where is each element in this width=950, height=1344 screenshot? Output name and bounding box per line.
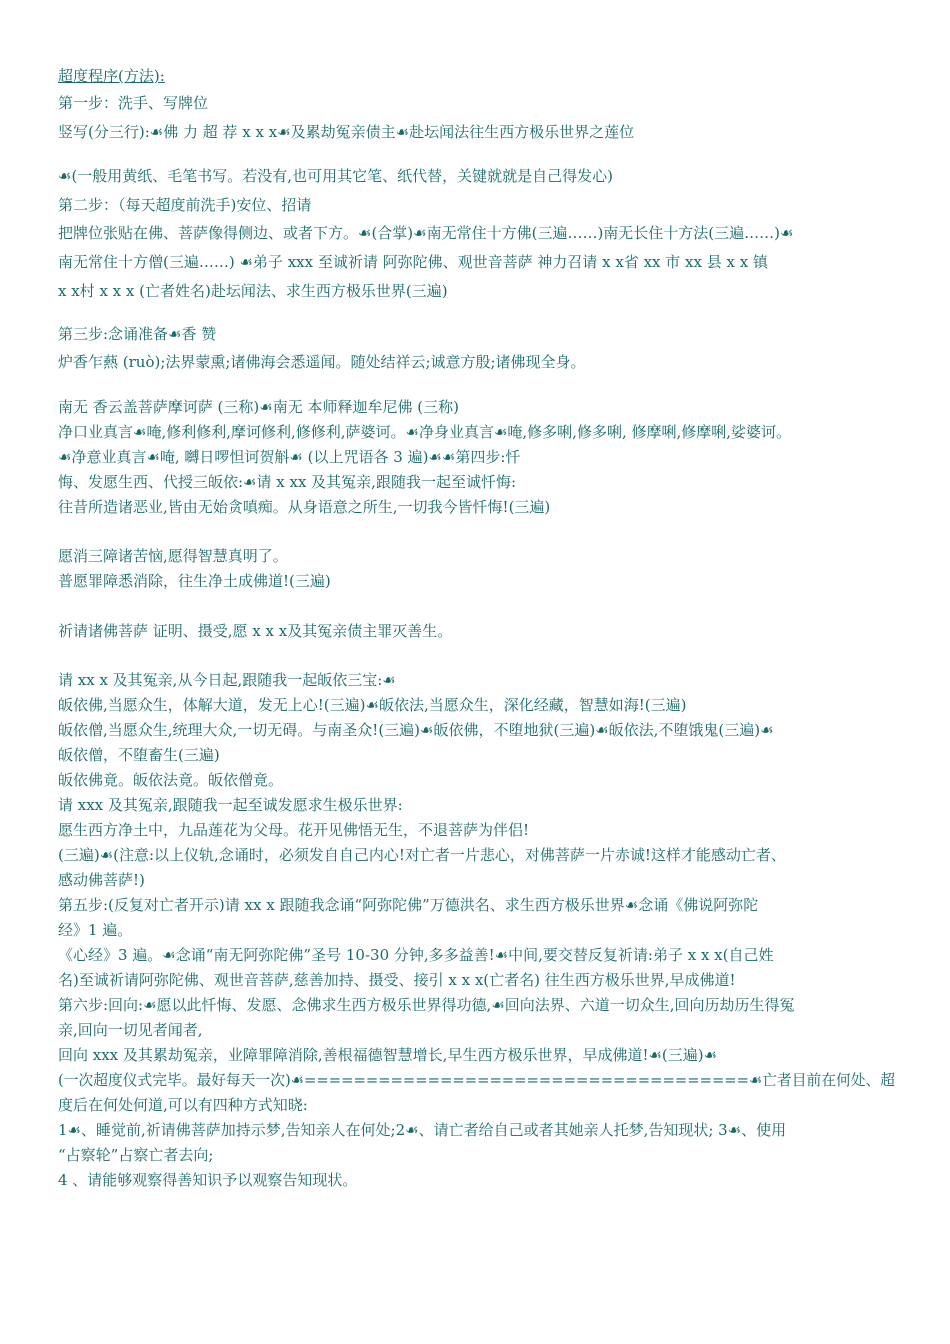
text-line: 悔、发愿生西、代授三皈依:☙请 x xx 及其冤亲,跟随我一起至诚忏悔: [58, 473, 517, 491]
text-line: ☙净意业真言☙唵, 嚩日啰怛诃贺斛☙ (以上咒语各 3 遍)☙☙第四步:忏 [58, 448, 521, 466]
text-line: 《心经》3 遍。☙念诵“南无阿弥陀佛”圣号 10-30 分钟,多多益善!☙中间,要交替反复祈请:弟子 x x x(自己姓 [58, 946, 774, 964]
text-line: 南无常住十方僧(三遍……) ☙弟子 xxx 至诚祈请 阿弥陀佛、观世音菩萨 神力召请 x x省 xx 市 xx 县 x x 镇 [58, 253, 768, 271]
text-line: 愿生西方净土中，九品莲花为父母。花开见佛悟无生，不退菩萨为伴侣! [58, 821, 530, 839]
text-line: 度后在何处何道,可以有四种方式知晓: [58, 1096, 308, 1114]
text-line: 请 xxx 及其冤亲,跟随我一起至诚发愿求生极乐世界: [58, 796, 403, 814]
text-line: 皈依佛竟。皈依法竟。皈依僧竟。 [58, 771, 284, 789]
text-line: 普愿罪障悉消除，往生净土成佛道!(三遍) [58, 572, 331, 590]
text-line: 1☙、睡觉前,祈请佛菩萨加持示梦,告知亲人在何处;2☙、请亡者给自己或者其她亲人托梦,告知现状; 3☙、使用 [58, 1121, 787, 1139]
step-6-heading: 第六步:回向:☙愿以此忏悔、发愿、念佛求生西方极乐世界得功德,☙回向法界、六道一切众生,回向历劫历生得冤 [58, 996, 795, 1014]
text-line: 皈依僧,当愿众生,统理大众,一切无碍。与南圣众!(三遍)☙皈依佛，不堕地狱(三遍)☙皈依法,不堕饿鬼(三遍)☙ [58, 721, 774, 739]
text-line: ☙(一般用黄纸、毛笔书写。若没有,也可用其它笔、纸代替，关键就就是自己得发心) [58, 167, 613, 185]
text-line: 炉香乍爇 (ruò);法界蒙熏;诸佛海会悉遥闻。随处结祥云;诚意方殷;诸佛现全身。 [58, 353, 586, 371]
text-line: 竖写(分三行):☙佛 力 超 荐 x x x☙及累劫冤亲债主☙赴坛闻法往生西方极乐世界之莲位 [58, 123, 635, 141]
text-line: 请 xx x 及其冤亲,从今日起,跟随我一起皈依三宝:☙ [58, 671, 396, 689]
text-line: 名)至诚祈请阿弥陀佛、观世音菩萨,慈善加持、摄受、接引 x x x(亡者名) 往生西方极乐世界,早成佛道! [58, 971, 736, 989]
text-line: 把牌位张贴在佛、菩萨像得侧边、或者下方。☙(合掌)☙南无常住十方佛(三遍……)南无长住十方法(三遍……)☙ [58, 224, 794, 242]
text-line: 回向 xxx 及其累劫冤亲，业障罪障消除,善根福德智慧增长,早生西方极乐世界，早成佛道!☙(三遍)☙ [58, 1046, 718, 1064]
text-line: “占察轮”占察亡者去向; [58, 1146, 214, 1164]
text-line: 4 、请能够观察得善知识予以观察告知现状。 [58, 1171, 358, 1189]
step-5-heading: 第五步:(反复对亡者开示)请 xx x 跟随我念诵“阿弥陀佛”万德洪名、求生西方极乐世界☙念诵《佛说阿弥陀 [58, 896, 759, 914]
text-line: 亲,回向一切见者闻者, [58, 1021, 203, 1039]
text-line: 愿消三障诸苦恼,愿得智慧真明了。 [58, 547, 288, 565]
text-line: 经》1 遍。 [58, 921, 133, 939]
step-1-heading: 第一步：洗手、写牌位 [58, 94, 209, 112]
text-line: 祈请诸佛菩萨 证明、摄受,愿 x x x及其冤亲债主罪灭善生。 [58, 622, 453, 640]
step-3-heading: 第三步:念诵准备☙香 赞 [58, 325, 217, 343]
text-line: 皈依佛,当愿众生，体解大道，发无上心!(三遍)☙皈依法,当愿众生，深化经藏，智慧如海!(三遍) [58, 696, 687, 714]
doc-title: 超度程序(方法): [58, 67, 165, 85]
text-line: (三遍)☙(注意:以上仪轨,念诵时，必须发自自己内心!对亡者一片悲心，对佛菩萨一片赤诚!这样才能感动亡者、 [58, 846, 786, 864]
text-line: 净口业真言☙唵,修利修利,摩诃修利,修修利,萨婆诃。☙净身业真言☙唵,修多唎,修多唎, 修摩唎,修摩唎,娑婆诃。 [58, 423, 792, 441]
text-line: 往昔所造诸恶业,皆由无始贪嗔痴。从身语意之所生,一切我今皆忏悔!(三遍) [58, 498, 551, 516]
text-line: 感动佛菩萨!) [58, 871, 145, 889]
text-line: x x村 x x x (亡者姓名)赴坛闻法、求生西方极乐世界(三遍) [58, 282, 448, 300]
step-2-heading: 第二步：（每天超度前洗手)安位、招请 [58, 196, 312, 214]
text-line: (一次超度仪式完毕。最好每天一次)☙====================================☙亡者目前在何处、超 [58, 1071, 896, 1089]
text-line: 南无 香云盖菩萨摩诃萨 (三称)☙南无 本师释迦牟尼佛 (三称) [58, 398, 459, 416]
text-line: 皈依僧，不堕畜生(三遍) [58, 746, 220, 764]
